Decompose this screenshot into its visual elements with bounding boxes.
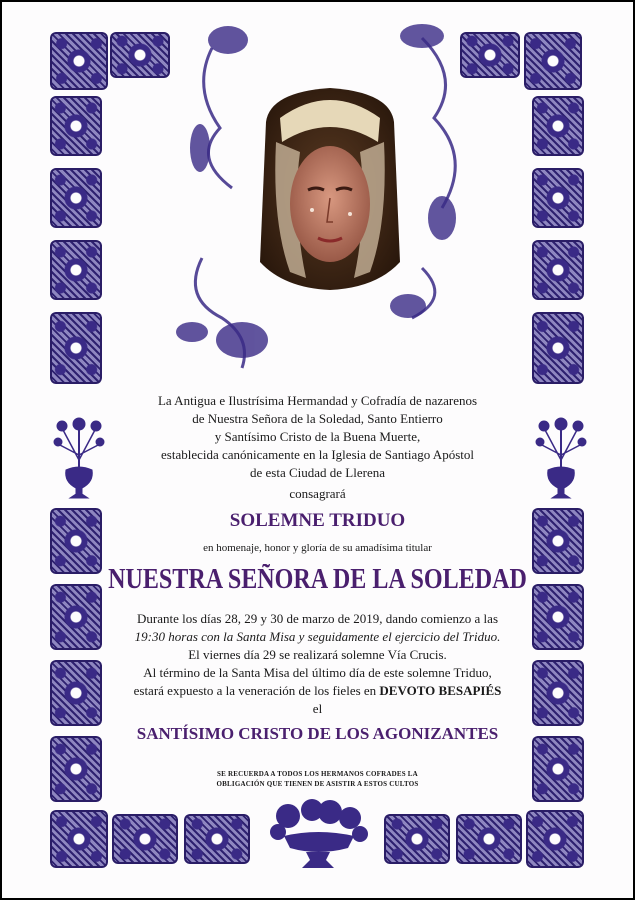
border-tile-bottom-4 [384, 814, 450, 864]
header-line-6: consagrará [289, 486, 346, 501]
details-line-5 [2, 683, 633, 699]
footer-line-1: SE RECUERDA A TODOS LOS HERMANOS COFRADES LA [217, 770, 418, 778]
details-line-2 [2, 629, 633, 645]
footer-line-2: OBLIGACIÓN QUE TIENEN DE ASISTIR A ESTOS CULTOS [216, 780, 419, 788]
border-tile-bottom-3 [184, 814, 250, 864]
border-tile-right-3 [532, 240, 584, 300]
details-time: 19:30 [134, 629, 166, 644]
details-line-5-text: estará expuesto a la veneración de los fieles en [133, 683, 380, 698]
details-line-4: Al término de la Santa Misa del último día de este solemne Triduo, [143, 665, 492, 680]
dedication-line: en homenaje, honor y gloría de su amadísima titular [203, 542, 432, 554]
titular-title: NUESTRA SEÑORA DE LA SOLEDAD [108, 564, 527, 595]
border-tile-right-8 [532, 736, 584, 802]
border-tile-left-3 [50, 240, 102, 300]
border-tile-top-1 [50, 32, 108, 90]
border-tile-right-4 [532, 312, 584, 384]
border-tile-top-2 [110, 32, 170, 78]
flower-vase-icon [264, 798, 372, 874]
border-tile-left-8 [50, 736, 102, 802]
border-tile-bottom-2 [112, 814, 178, 864]
details-line-6: el [312, 701, 323, 716]
header-line-4: establecida canónicamente en la Iglesia de Santiago Apóstol [161, 447, 474, 462]
border-tile-bottom-5 [456, 814, 522, 864]
header-line-2: de Nuestra Señora de la Soledad, Santo Entierro [192, 411, 443, 426]
virgin-portrait-image [256, 82, 404, 292]
details-line-3: El viernes día 29 se realizará solemne Vía Crucis. [188, 647, 447, 662]
header-line-1: La Antigua e Ilustrísima Hermandad y Cofradía de nazarenos [157, 393, 478, 408]
border-tile-right-1 [532, 96, 584, 156]
border-tile-top-4 [524, 32, 582, 90]
border-tile-bottom-1 [50, 810, 108, 868]
border-tile-left-2 [50, 168, 102, 228]
poster [2, 2, 633, 898]
event-title: SOLEMNE TRIDUO [229, 510, 406, 531]
border-tile-right-2 [532, 168, 584, 228]
details-line-1: Durante los días 28, 29 y 30 de marzo de 2019, dando comienzo a las [136, 611, 499, 626]
cristo-title: SANTÍSIMO CRISTO DE LOS AGONIZANTES [136, 724, 499, 743]
header-line-5: de esta Ciudad de Llerena [250, 465, 385, 480]
border-tile-left-4 [50, 312, 102, 384]
details-line-2-text: horas con la Santa Misa y seguidamente el ejercicio del Triduo. [165, 629, 501, 644]
border-tile-bottom-6 [526, 810, 584, 868]
border-tile-left-1 [50, 96, 102, 156]
besapies-label: DEVOTO BESAPIÉS [379, 683, 502, 698]
header-line-3: y Santísimo Cristo de la Buena Muerte, [214, 429, 421, 444]
